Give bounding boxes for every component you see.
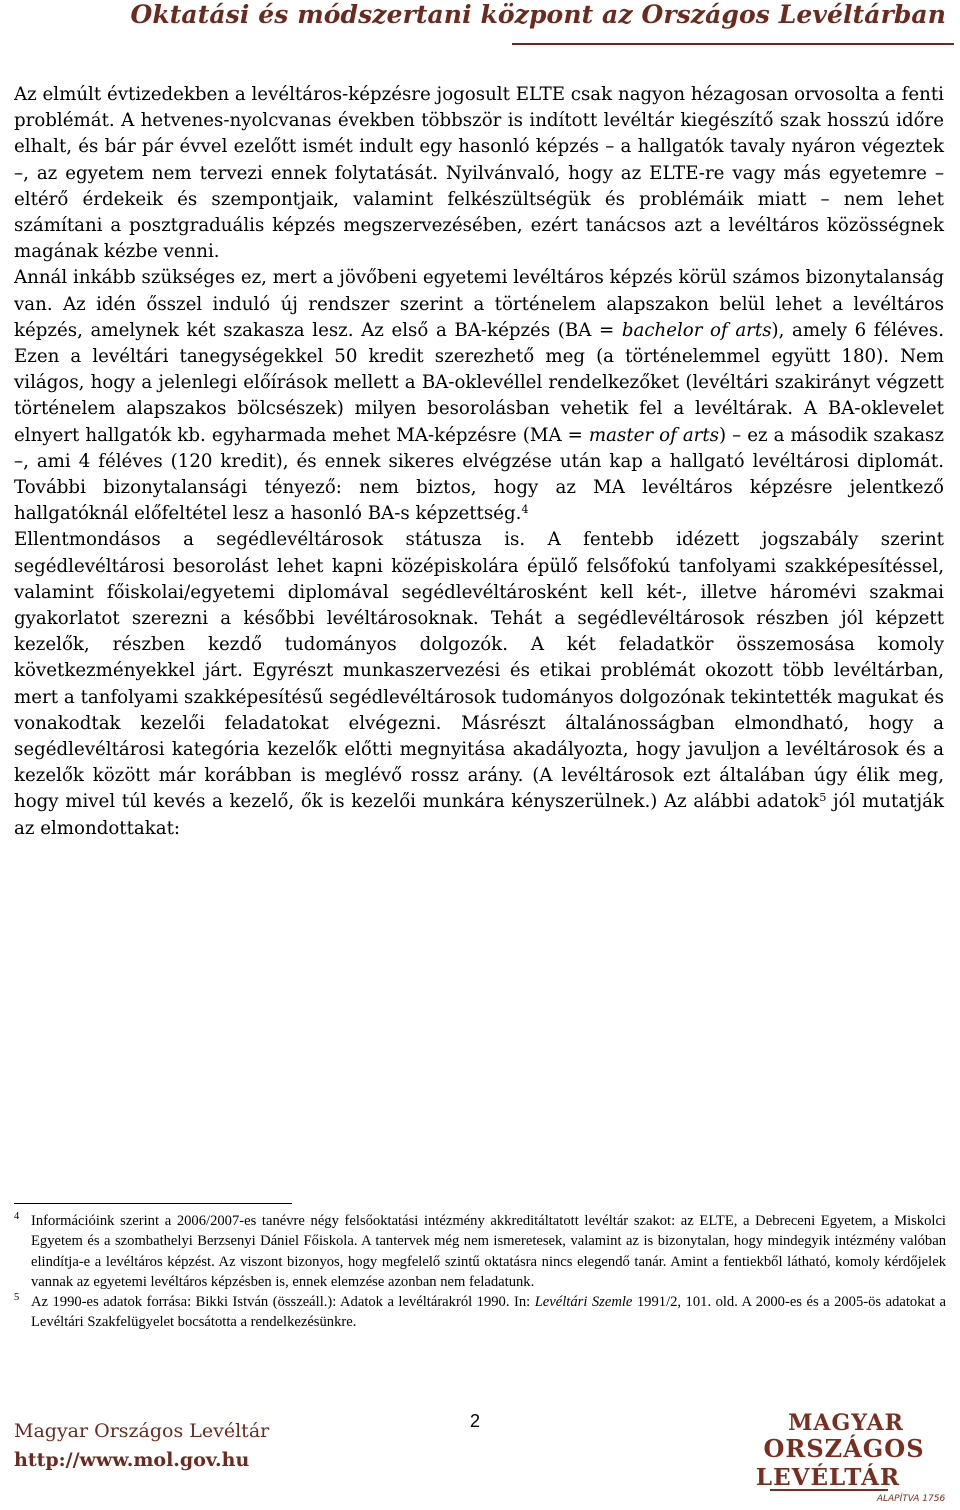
footer-url-link[interactable]: http://www.mol.gov.hu xyxy=(14,1449,250,1471)
paragraph-2 xyxy=(14,265,944,527)
footer-org-name: Magyar Országos Levéltár xyxy=(14,1420,270,1442)
logo-line-2: ORSZÁGOS xyxy=(763,1434,925,1463)
term-bachelor-of-arts: bachelor of arts xyxy=(621,319,772,341)
archive-logo xyxy=(736,1404,946,1504)
footnote-4-number: 4 xyxy=(14,1211,20,1222)
footnote-5-journal: Levéltári Szemle xyxy=(534,1294,633,1311)
paragraph-3 xyxy=(14,527,944,841)
logo-line-3: LEVÉLTÁR xyxy=(755,1464,901,1491)
paragraph-1 xyxy=(14,82,944,265)
paragraph-2-text-b: ), amely 6 féléves. Ezen a levéltári tanegységekkel 50 kredit szerezhető meg (a történelemmel együtt 180). Nem világos, hogy a jelenlegi előírások mellett a BA-oklevéllel rendelkezőket (levéltári szakirányt végzett történelem alapszakos bölcsészek) milyen besorolásban vehetik fel a levéltárak. A BA-oklevelet elnyert hallgatók kb. egyharmada mehet MA-képzésre (MA = xyxy=(14,319,944,446)
footnote-5 xyxy=(14,1292,946,1333)
paragraph-3-text-a: Ellentmondásos a segédlevéltárosok státusza is. A fentebb idézett jogszabály szerint segédlevéltárosi besorolást lehet kapni középiskolára épülő felsőfokú tanfolyami szakképesítéssel, valamint főiskolai/egyetemi diplomával segédlevéltárosként kell két-, illetve háromévi szakmai gyakorlatot szerezni a későbbi levéltárosoknak. Tehát a segédlevéltárosok részben jól képzett kezelők, részben kezdő tudományos dolgozók. A két feladatkör összemosása komoly következményekkel járt. Egyrészt munkaszervezési és etikai problémát okozott több levéltárban, mert a tanfolyami szakképesítésű segédlevéltárosok tudományos dolgozónak tekintették magukat és vonakodtak kezelői feladatokat elvégezni. Másrészt általánosságban elmondható, hogy a segédlevéltárosi kategória kezelők előtti megnyitása akadályozta, hogy javuljon a levéltárosok és a kezelők között már korábban is meglévő rossz arány. (A levéltárosok ezt általában úgy élik meg, hogy mivel túl kevés a kezelő, ők is kezelői munkára kényszerülnek.) Az alábbi adatok xyxy=(14,529,944,813)
footnotes xyxy=(14,1211,946,1333)
footnote-ref-5[interactable]: 5 xyxy=(819,791,827,805)
term-master-of-arts: master of arts xyxy=(588,424,720,446)
paragraph-3-text-b: jól mutatják az elmondottakat: xyxy=(14,791,944,839)
page-number: 2 xyxy=(470,1411,481,1431)
body-text xyxy=(14,82,944,842)
footnote-4-text: Információink szerint a 2006/2007-es tanévre négy felsőoktatási intézmény akkreditáltatott levéltár szakot: az ELTE, a Debreceni Egyetem, a Miskolci Egyetem és a szombathelyi Berzsenyi Dániel Főiskola. A tantervek még nem ismeretesek, valamint az is bizonytalan, hogy mindegyik intézmény valóban elindítja-e a levéltáros képzést. Az viszont bizonyos, hogy megfelelő szintű oktatásra nincs elegendő tanár. Amint a fentiekből látható, komoly kérdőjelek vannak az egyetemi levéltáros képzésben is, ennek elemzése azonban nem feladatunk. xyxy=(31,1213,946,1290)
footnote-ref-4[interactable]: 4 xyxy=(521,503,529,517)
footnote-4 xyxy=(14,1211,946,1292)
footnote-5-text-b: 1991/2, 101. old. A 2000-es és a 2005-ös adatokat a Levéltári Szakfelügyelet bocsátotta a rendelkezésünkre. xyxy=(31,1294,946,1331)
header-rule xyxy=(512,43,954,45)
footnote-5-text-a: Az 1990-es adatok forrása: Bikki István (összeáll.): Adatok a levéltárakról 1990. In: xyxy=(31,1294,535,1311)
paragraph-2-text-c: ) – ez a második szakasz –, ami 4 féléves (120 kredit), és ennek sikeres elvégzése után kap a hallgató levéltárosi diplomát. További bizonytalansági tényező: nem biztos, hogy az MA levéltáros képzésre jelentkező hallgatóknál előfeltétel lesz a hasonló BA-s képzettség. xyxy=(14,424,944,525)
footer-org xyxy=(14,1417,269,1475)
header-title: Oktatási és módszertani központ az Országos Levéltárban xyxy=(130,0,946,29)
footnote-separator xyxy=(14,1203,292,1204)
paragraph-1-text: Az elmúlt évtizedekben a levéltáros-képzésre jogosult ELTE csak nagyon hézagosan orvosolta a fenti problémát. A hetvenes-nyolcvanas években többször is indított levéltár kiegészítő szak hosszú időre elhalt, és bár pár évvel ezelőtt ismét indult egy hasonló képzés – a hallgatók tavaly nyáron végeztek –, az egyetem nem tervezi ennek folytatását. Nyilvánvaló, hogy az ELTE-re vagy más egyetemre – eltérő érdekeik és szempontjaik, valamint felkészültségük és problémáik miatt – nem lehet számítani a posztgraduális képzés megszervezésében, ezért tanácsos azt a levéltáros közösségnek magának kézbe venni. xyxy=(14,84,944,263)
paragraph-2-text-a: Annál inkább szükséges ez, mert a jövőbeni egyetemi levéltáros képzés körül számos bizonytalanság van. Az idén ősszel induló új rendszer szerint a történelem alapszakon belül lehet a levéltáros képzés, amelynek két szakasza lesz. Az első a BA-képzés (BA = xyxy=(14,267,944,341)
logo-line-1: MAGYAR xyxy=(788,1410,904,1436)
logo-founded: ALAPÍTVA 1756 xyxy=(876,1494,946,1504)
footnote-5-number: 5 xyxy=(14,1292,20,1304)
